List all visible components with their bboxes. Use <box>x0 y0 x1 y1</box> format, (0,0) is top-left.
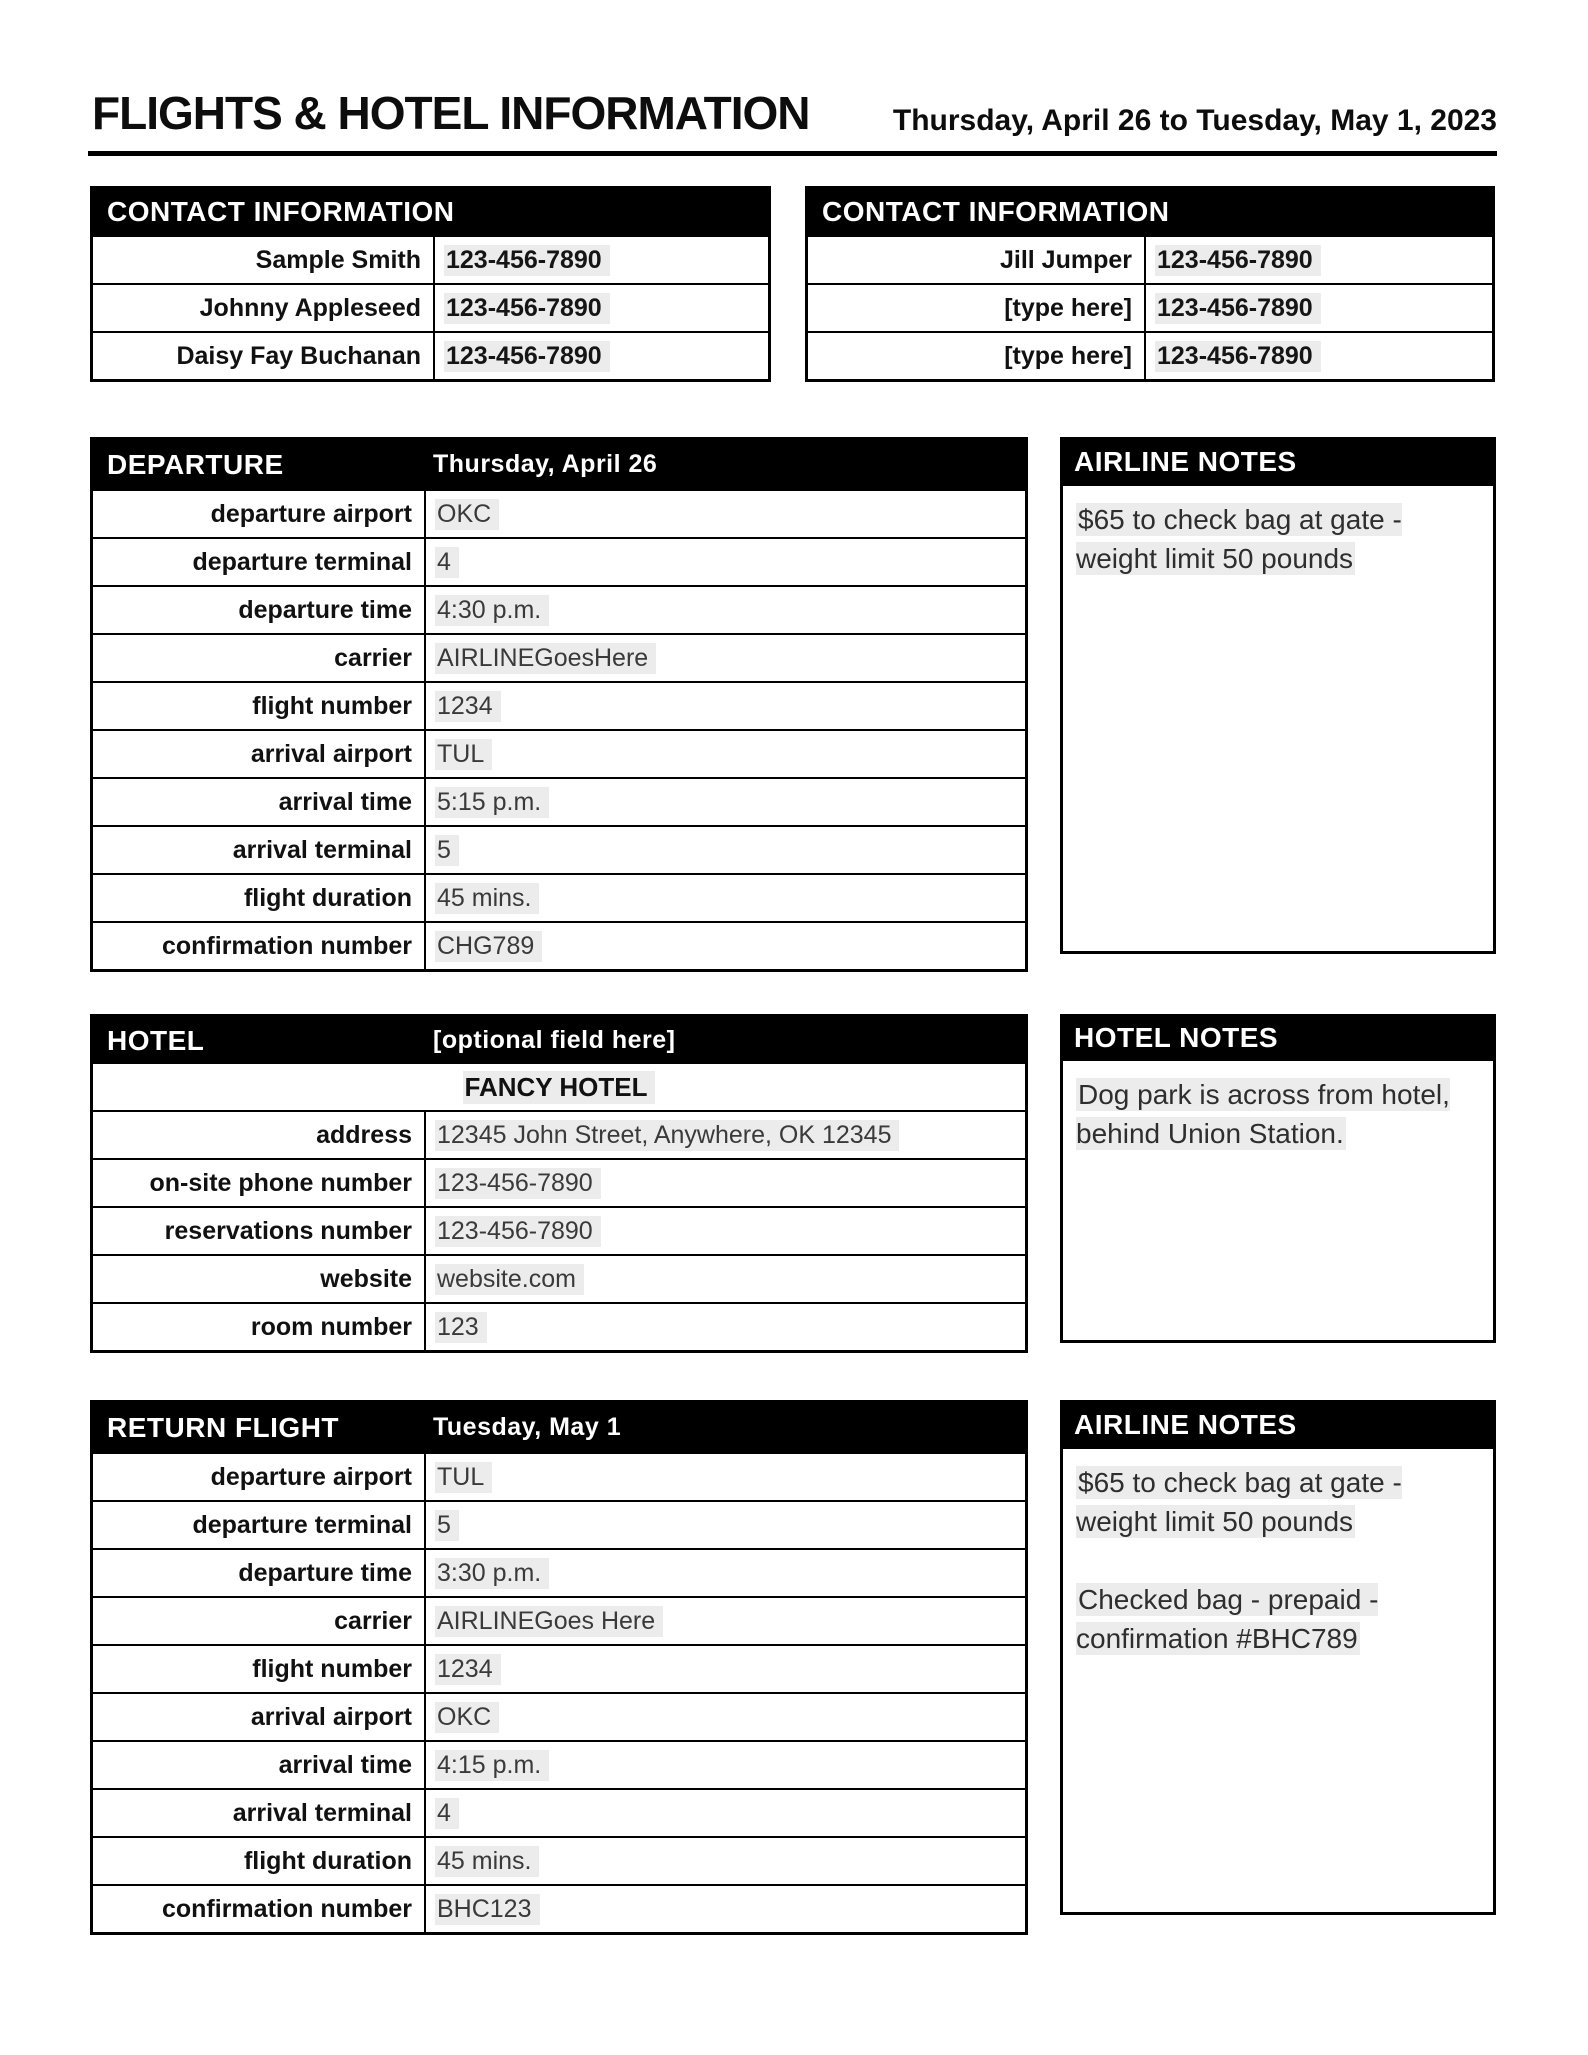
arrival-terminal-field[interactable]: 5 <box>424 827 1025 873</box>
row-label: address <box>316 1120 412 1149</box>
table-row <box>93 633 1025 681</box>
table-row <box>808 331 1492 379</box>
contact-name-placeholder[interactable]: [type here] <box>1004 293 1132 322</box>
flight-duration-field[interactable]: 45 mins. <box>424 1838 1025 1884</box>
arrival-time-field[interactable]: 4:15 p.m. <box>424 1742 1025 1788</box>
table-row <box>93 873 1025 921</box>
contact-name-placeholder[interactable]: [type here] <box>1004 341 1132 370</box>
contact-name: Johnny Appleseed <box>199 293 421 322</box>
section-header-label: DEPARTURE <box>107 448 284 480</box>
table-row <box>93 1500 1025 1548</box>
row-label: arrival airport <box>250 1702 412 1731</box>
row-label: departure time <box>238 595 412 624</box>
row-label: arrival airport <box>250 739 412 768</box>
departure-table <box>90 437 1028 972</box>
section-header-label: RETURN FLIGHT <box>107 1411 340 1443</box>
row-label: confirmation number <box>161 931 412 960</box>
arrival-terminal-field[interactable]: 4 <box>424 1790 1025 1836</box>
table-row <box>93 1692 1025 1740</box>
hotel-room-number-field[interactable]: 123 <box>424 1304 1025 1350</box>
table-row <box>93 283 768 331</box>
row-label: flight duration <box>243 883 412 912</box>
hotel-table <box>90 1014 1028 1353</box>
carrier-field[interactable]: AIRLINEGoesHere <box>424 635 1025 681</box>
row-label: confirmation number <box>161 1894 412 1923</box>
table-row <box>93 331 768 379</box>
departure-time-field[interactable]: 4:30 p.m. <box>424 587 1025 633</box>
return-flight-date: Tuesday, May 1 <box>433 1413 622 1441</box>
table-row <box>93 1452 1025 1500</box>
arrival-airport-field[interactable]: OKC <box>424 1694 1025 1740</box>
airline-notes-header: AIRLINE NOTES <box>1060 437 1496 486</box>
row-label: departure terminal <box>192 1510 412 1539</box>
hotel-reservations-field[interactable]: 123-456-7890 <box>424 1208 1025 1254</box>
contact-table-right-header <box>808 189 1492 235</box>
table-row <box>808 235 1492 283</box>
contact-name: Daisy Fay Buchanan <box>176 341 421 370</box>
hotel-address-field[interactable]: 12345 John Street, Anywhere, OK 12345 <box>424 1112 1025 1158</box>
departure-date: Thursday, April 26 <box>433 450 658 478</box>
contact-name: Sample Smith <box>255 245 421 274</box>
flight-duration-field[interactable]: 45 mins. <box>424 875 1025 921</box>
hotel-onsite-phone-field[interactable]: 123-456-7890 <box>424 1160 1025 1206</box>
table-row <box>93 1548 1025 1596</box>
arrival-airport-field[interactable]: TUL <box>424 731 1025 777</box>
table-row <box>93 1788 1025 1836</box>
airline-notes-bottom <box>1060 1400 1496 1915</box>
row-label: departure terminal <box>192 547 412 576</box>
row-label: room number <box>250 1312 412 1341</box>
table-row <box>93 1302 1025 1350</box>
row-label: arrival terminal <box>232 1798 412 1827</box>
hotel-notes-text[interactable]: Dog park is across from hotel, behind Union Station. <box>1060 1061 1496 1343</box>
table-row <box>93 1596 1025 1644</box>
title-divider <box>88 151 1497 156</box>
hotel-optional-field-placeholder[interactable]: [optional field here] <box>433 1026 676 1054</box>
departure-header <box>93 440 1025 489</box>
departure-terminal-field[interactable]: 4 <box>424 539 1025 585</box>
airline-notes-top <box>1060 437 1496 954</box>
table-row <box>93 585 1025 633</box>
contact-phone-field[interactable]: 123-456-7890 <box>433 237 768 283</box>
hotel-header <box>93 1017 1025 1064</box>
row-label: carrier <box>334 643 412 672</box>
table-row <box>93 729 1025 777</box>
table-row <box>93 681 1025 729</box>
carrier-field[interactable]: AIRLINEGoes Here <box>424 1598 1025 1644</box>
departure-airport-field[interactable]: TUL <box>424 1454 1025 1500</box>
row-label: arrival time <box>278 787 412 816</box>
page-title: FLIGHTS & HOTEL INFORMATION <box>92 87 810 139</box>
table-row <box>93 1836 1025 1884</box>
trip-date-range: Thursday, April 26 to Tuesday, May 1, 2023 <box>892 104 1497 137</box>
hotel-notes <box>1060 1014 1496 1343</box>
section-header-label: HOTEL <box>107 1024 205 1056</box>
table-row <box>93 235 768 283</box>
arrival-time-field[interactable]: 5:15 p.m. <box>424 779 1025 825</box>
contact-phone-field[interactable]: 123-456-7890 <box>433 333 768 379</box>
airline-notes-header: AIRLINE NOTES <box>1060 1400 1496 1449</box>
table-row <box>93 1884 1025 1932</box>
return-flight-header <box>93 1403 1025 1452</box>
flight-number-field[interactable]: 1234 <box>424 1646 1025 1692</box>
hotel-name[interactable]: FANCY HOTEL <box>93 1064 1025 1110</box>
row-label: carrier <box>334 1606 412 1635</box>
return-flight-table <box>90 1400 1028 1935</box>
row-label: flight number <box>252 691 412 720</box>
hotel-website-field[interactable]: website.com <box>424 1256 1025 1302</box>
contact-phone-field[interactable]: 123-456-7890 <box>1144 285 1492 331</box>
contact-table-left <box>90 186 771 382</box>
contact-phone-field[interactable]: 123-456-7890 <box>1144 333 1492 379</box>
row-label: departure time <box>238 1558 412 1587</box>
section-header-label: CONTACT INFORMATION <box>822 196 1170 227</box>
table-row <box>93 537 1025 585</box>
contact-phone-field[interactable]: 123-456-7890 <box>433 285 768 331</box>
airline-notes-text[interactable]: $65 to check bag at gate - weight limit 50 pounds Checked bag - prepaid - confirmation #BHC789 <box>1060 1449 1496 1915</box>
table-row <box>93 1158 1025 1206</box>
table-row <box>93 921 1025 969</box>
departure-terminal-field[interactable]: 5 <box>424 1502 1025 1548</box>
table-row <box>93 1740 1025 1788</box>
row-label: reservations number <box>164 1216 412 1245</box>
table-row <box>93 825 1025 873</box>
contact-table-right <box>805 186 1495 382</box>
row-label: arrival time <box>278 1750 412 1779</box>
row-label: flight duration <box>243 1846 412 1875</box>
row-label: on-site phone number <box>149 1168 412 1197</box>
section-header-label: CONTACT INFORMATION <box>107 196 455 227</box>
departure-time-field[interactable]: 3:30 p.m. <box>424 1550 1025 1596</box>
table-row <box>93 1206 1025 1254</box>
row-label: website <box>320 1264 412 1293</box>
departure-airport-field[interactable]: OKC <box>424 491 1025 537</box>
table-row <box>93 1644 1025 1692</box>
contact-table-left-header <box>93 189 768 235</box>
confirmation-number-field[interactable]: BHC123 <box>424 1886 1025 1932</box>
row-label: departure airport <box>210 499 412 528</box>
table-row <box>93 1254 1025 1302</box>
confirmation-number-field[interactable]: CHG789 <box>424 923 1025 969</box>
flight-number-field[interactable]: 1234 <box>424 683 1025 729</box>
row-label: arrival terminal <box>232 835 412 864</box>
airline-notes-text[interactable]: $65 to check bag at gate - weight limit 50 pounds <box>1060 486 1496 954</box>
hotel-notes-header: HOTEL NOTES <box>1060 1014 1496 1061</box>
contact-phone-field[interactable]: 123-456-7890 <box>1144 237 1492 283</box>
contact-name: Jill Jumper <box>1000 245 1132 274</box>
row-label: departure airport <box>210 1462 412 1491</box>
table-row <box>93 1110 1025 1158</box>
table-row <box>93 777 1025 825</box>
table-row <box>808 283 1492 331</box>
table-row <box>93 489 1025 537</box>
row-label: flight number <box>252 1654 412 1683</box>
